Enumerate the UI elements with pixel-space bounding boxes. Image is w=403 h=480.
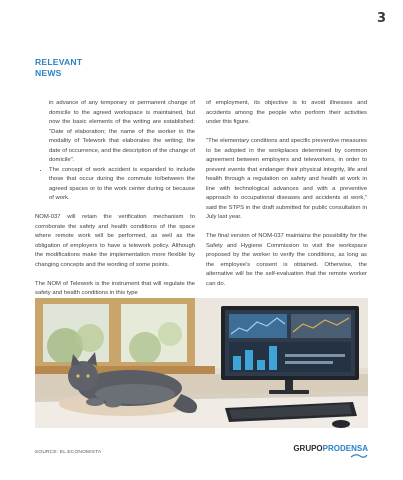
left-column	[35, 99, 195, 308]
logo-word-2: PRODENSA	[322, 444, 368, 453]
section-title	[35, 57, 82, 78]
bullet-list	[35, 99, 195, 204]
logo-word-1: GRUPO	[293, 444, 323, 453]
paragraph: "The elementary conditions and specific preventive measures to be adopted in the workplaces determined by common agreement between employers and teleworkers, in order to prevent events that endanger their physical integrity, life and health through a regulation on safety and health at work in line with technological advances and with a preventive approach to occupational diseases and accidents at work," said the STPS in the draft submitted for public consultation in July last year.	[206, 138, 367, 220]
paragraph: The final version of NOM-037 maintains the possibility for the Safety and Hygiene Commission to visit the workspace proposed by the worker to verify the conditions, as long as the employee's consent is obtained. Otherwise, the alternative will be the self-evaluation that the remote worker can do.	[206, 233, 367, 287]
source-credit: SOURCE: EL ECONOMISTA	[35, 450, 102, 455]
cat-desk-photo	[35, 298, 368, 428]
paragraph: NOM-037 will retain the verification mechanism to corroborate the safety and health conditions of the space where remote work will be performed, as well as the obligation of employers to have a telework policy. Although the modifications make the implementation more flexible by changing concepts and the wording of some points.	[35, 214, 195, 268]
logo-mark-icon	[350, 453, 368, 459]
list-item: • The concept of work accident is expanded to include those that occur during the commute to/between the agreed spaces or to the work center during or because of work.	[49, 166, 195, 204]
page-number: 3	[376, 11, 386, 26]
paragraph: of employment, its objective is to avoid illnesses and accidents among the people who perform their activities under this figure.	[206, 100, 367, 125]
list-item: in advance of any temporary or permanent change of domicile to the agreed workspace is maintained, but now the basic elements of the writing are established: "Date of elaboration; the name of the worker in the modality of Telework that elaborates the writing; the date of occurrence, and the description of the change of domicile".	[49, 100, 195, 163]
paragraph: The NOM of Telework is the instrument that will regulate the safety and health conditions in this type	[35, 280, 195, 296]
right-column	[206, 99, 367, 299]
company-logo	[293, 444, 368, 454]
section-title-line2: NEWS	[35, 67, 62, 78]
section-title-line1: RELEVANT	[35, 57, 83, 67]
